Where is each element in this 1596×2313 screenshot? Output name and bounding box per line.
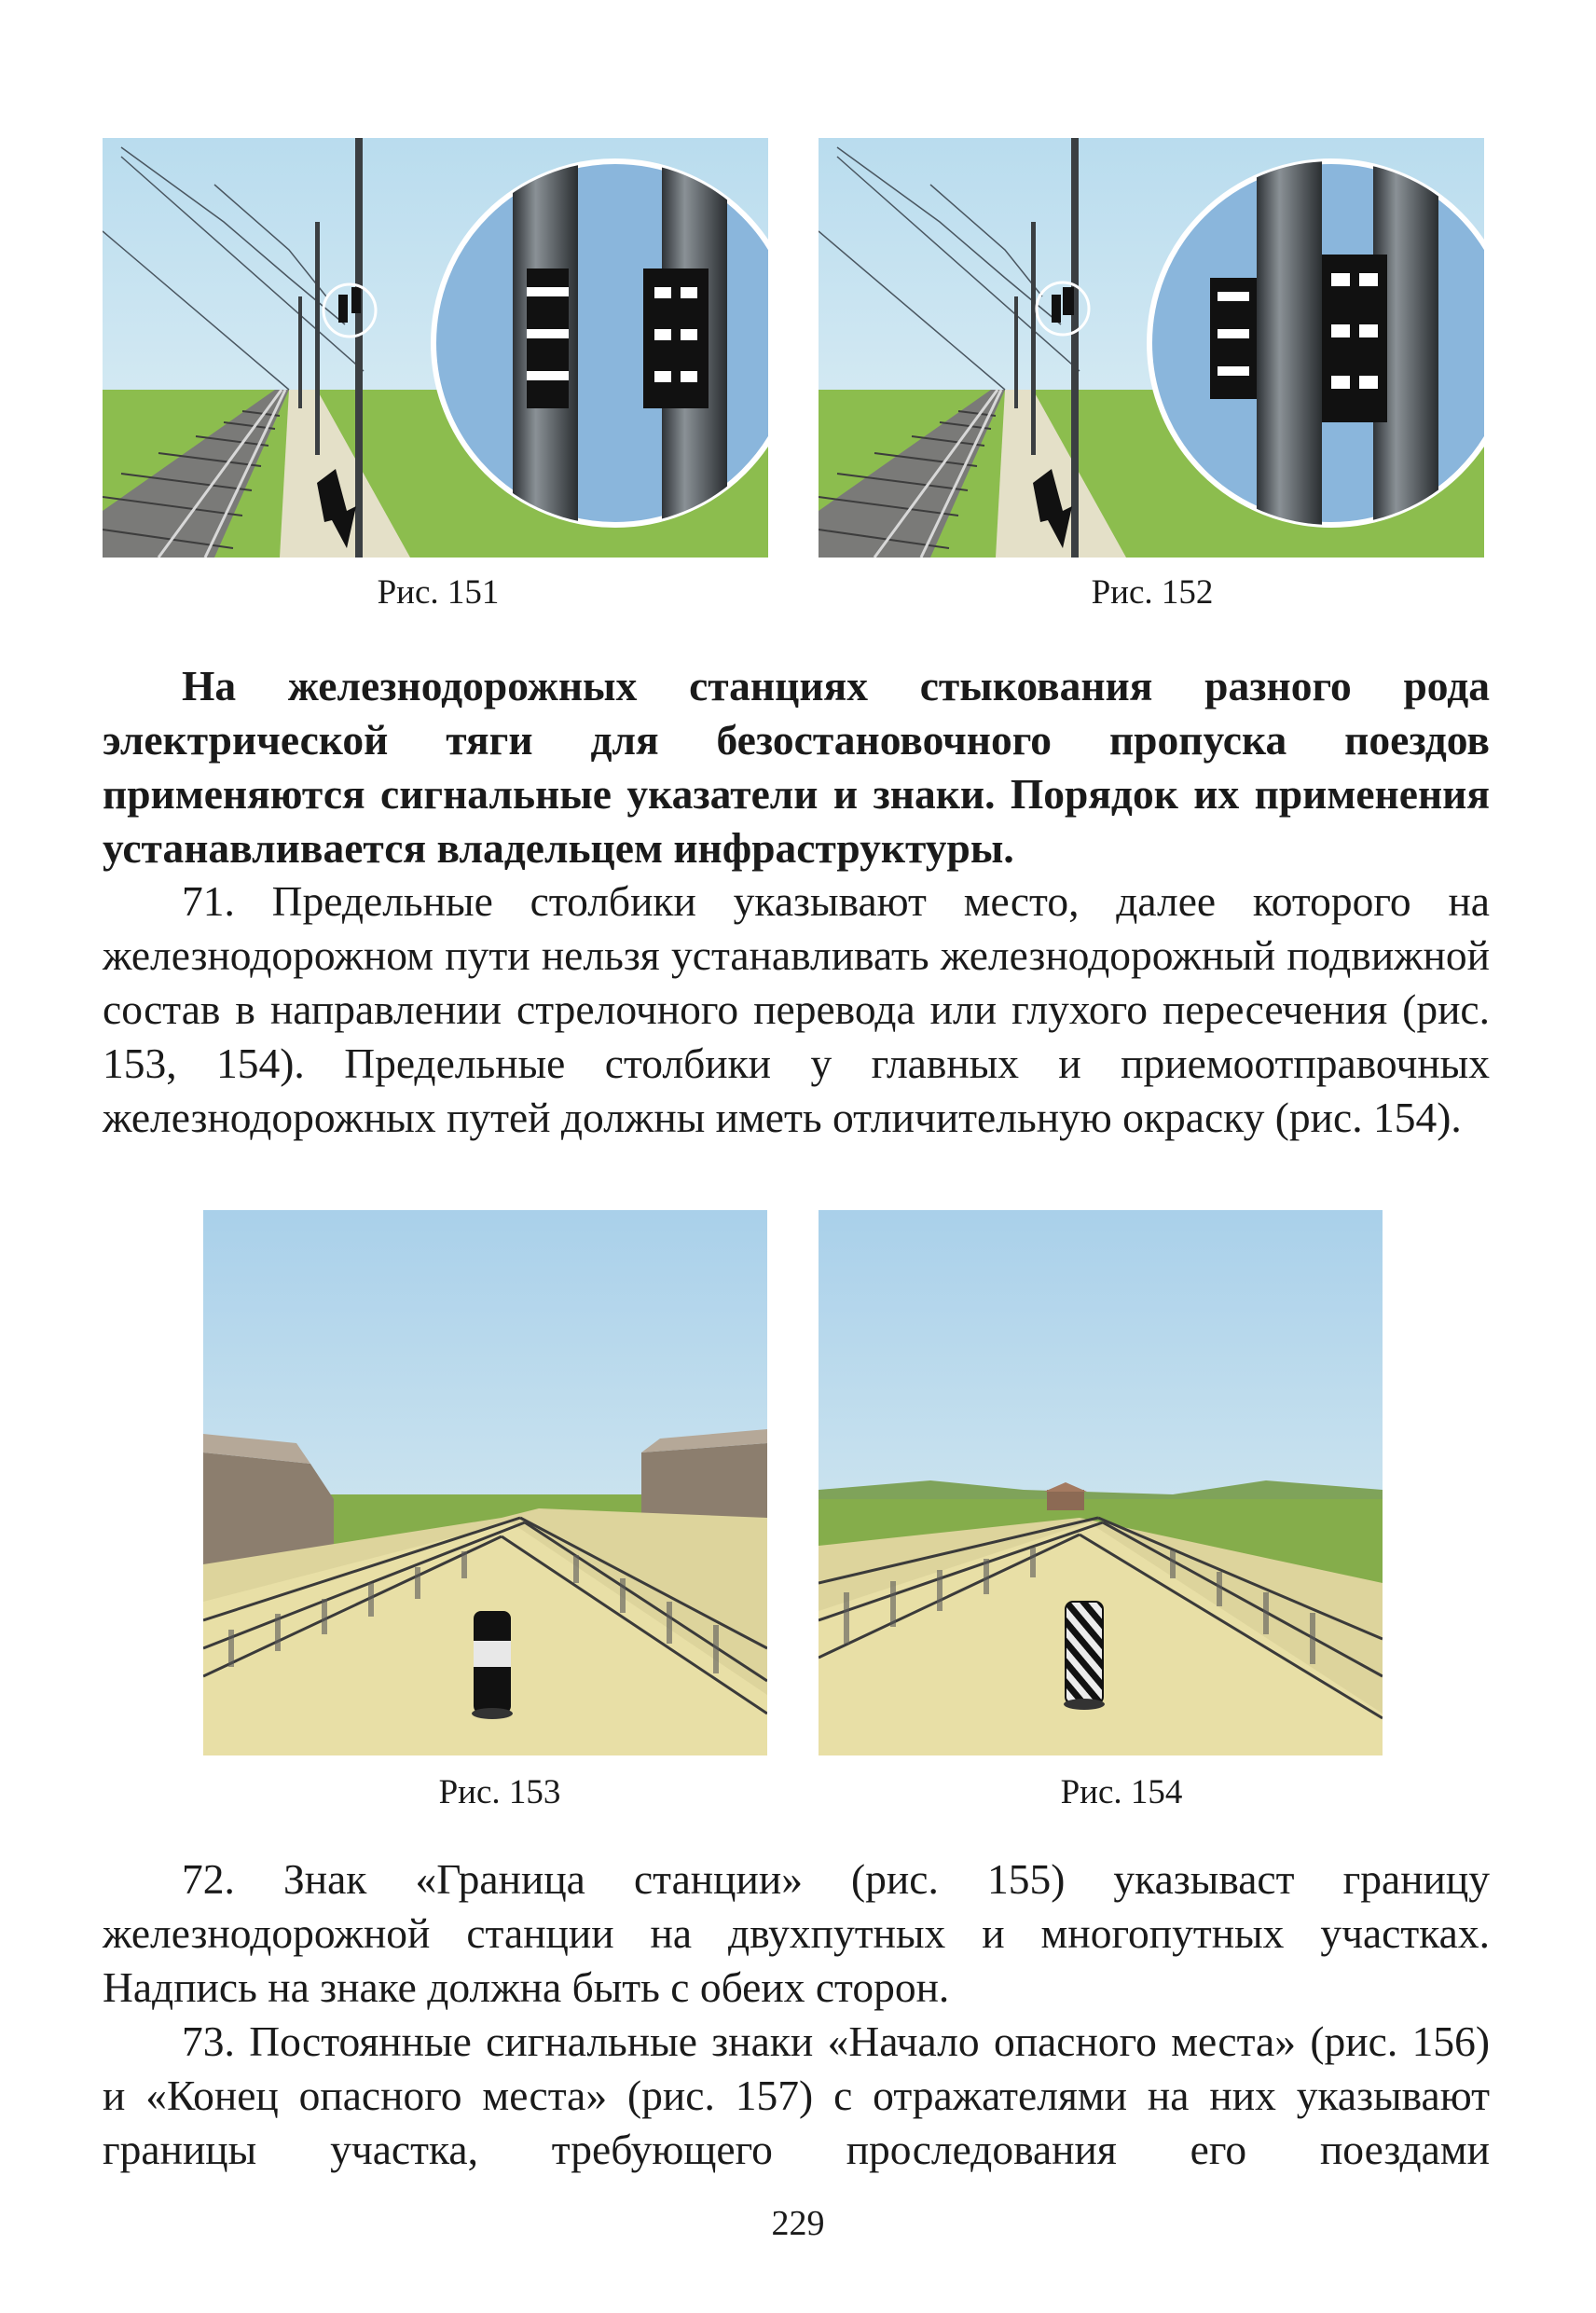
figure-151	[103, 138, 768, 558]
page-number: 229	[771, 2204, 825, 2243]
figure-152	[819, 138, 1484, 558]
figure-153	[203, 1210, 767, 1755]
figure-153-illustration	[203, 1210, 767, 1755]
figure-154	[819, 1210, 1383, 1755]
paragraph-72: 72. Знак «Граница станции» (рис. 155) указываст границу железнодорожной станции на двухпутных и многопутных участках. Надпись на знаке должна быть с обеих сторон.	[103, 1855, 1490, 2011]
intro-paragraph: На железнодорожных станциях стыкования разного рода электрической тяги для безостановочного пропуска поездов применяются сигнальные указатели и знаки. Порядок их применения устанавливается владельцем инфраструктуры.	[103, 662, 1490, 872]
caption-fig-154: Рис. 154	[1060, 1773, 1183, 1811]
figure-151-illustration	[103, 138, 768, 558]
caption-fig-152: Рис. 152	[1091, 573, 1214, 612]
paragraph-71: 71. Предельные столбики указывают место, далее которого на железнодорожном пути нельзя устанавливать железнодорожный подвижной состав в направлении стрелочного перевода или глухого пересечения (рис. 153, 154). Предельные столбики у главных и приемоотправочных железнодорожных путей должны иметь отличительную окраску (рис. 154).	[103, 877, 1490, 1141]
caption-fig-153: Рис. 153	[438, 1773, 561, 1811]
figure-152-illustration	[819, 138, 1484, 558]
caption-fig-151: Рис. 151	[377, 573, 500, 612]
paragraph-73: 73. Постоянные сигнальные знаки «Начало опасного места» (рис. 156) и «Конец опасного места» (рис. 157) с отражателями на них указывают границы участка, требующего проследования его поездами	[103, 2017, 1490, 2173]
figure-154-illustration	[819, 1210, 1383, 1755]
